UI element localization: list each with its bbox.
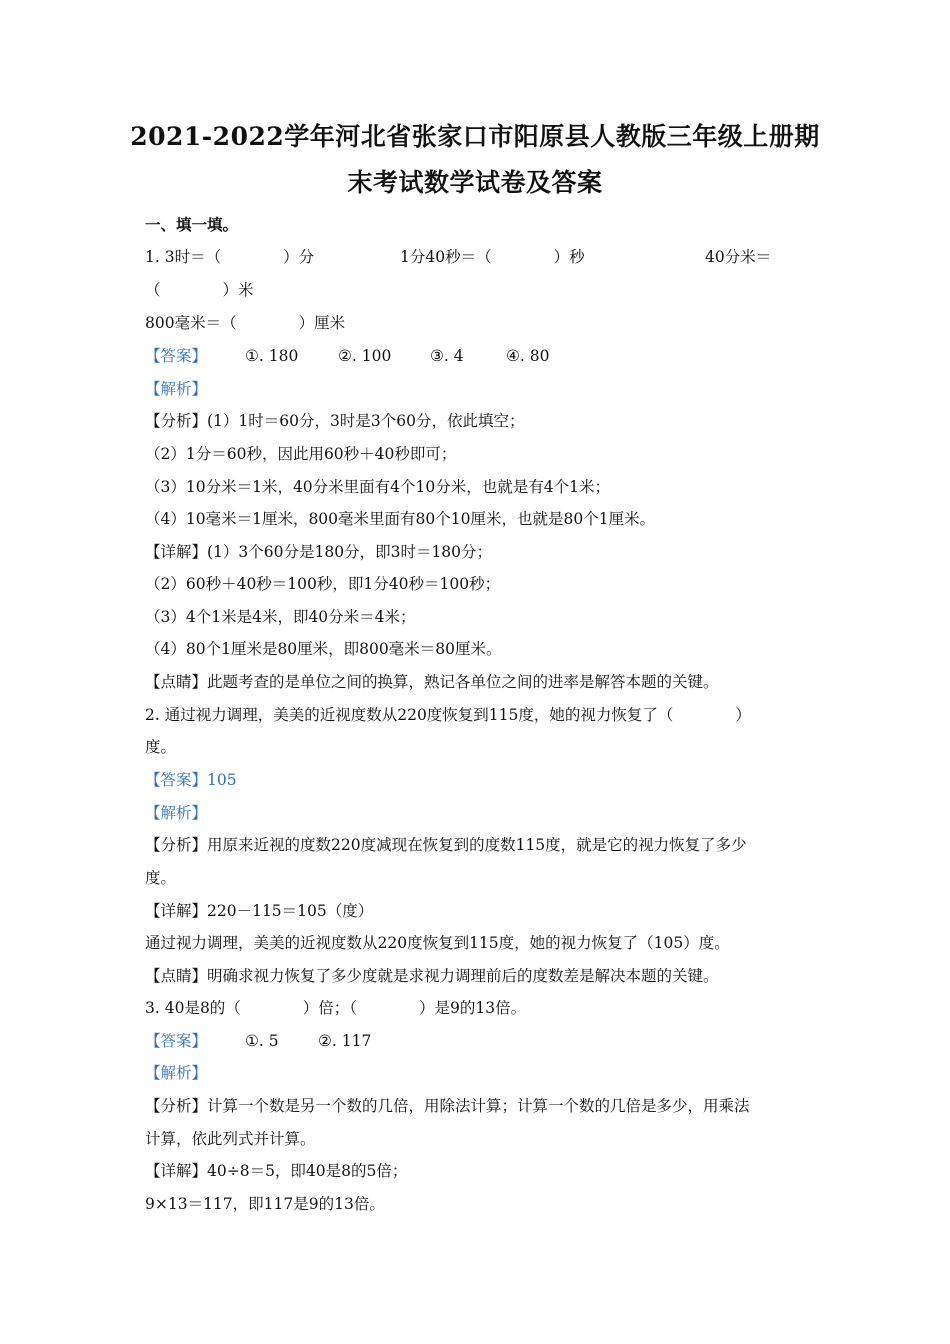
q1-blank-decimeter: 40分米＝ — [705, 248, 772, 266]
q3-analysis-line: 计算，依此列式并计算。 — [145, 1130, 316, 1148]
q1-analysis-line: （2）1分＝60秒，因此用60秒＋40秒即可； — [145, 445, 457, 463]
q1-answer-3: ③. 4 — [430, 347, 464, 365]
q1-analysis-line: （3）10分米＝1米，40分米里面有4个10分米，也就是有4个1米； — [145, 478, 610, 496]
q2-detail-line: 【详解】220－115＝105（度） — [145, 902, 374, 920]
q1-detail-line: （4）80个1厘米是80厘米，即800毫米＝80厘米。 — [145, 640, 502, 658]
q1-answer-2: ②. 100 — [338, 347, 392, 365]
q2-answer-text: 【答案】105 — [145, 771, 237, 789]
q1-detail-line: （3）4个1米是4米，即40分米＝4米； — [145, 608, 416, 626]
q1-note-line: 【点睛】此题考查的是单位之间的换算，熟记各单位之间的进率是解答本题的关键。 — [145, 673, 719, 691]
q1-answer-1: ①. 180 — [245, 347, 299, 365]
q1-blank-hours: 1. 3时＝（ ）分 — [145, 248, 315, 266]
q3-analysis-line: 【分析】计算一个数是另一个数的几倍，用除法计算；计算一个数的几倍是多少，用乘法 — [145, 1097, 750, 1115]
q1-blank-meter: （ ）米 — [145, 281, 254, 299]
q1-answer-tag: 【答案】 — [145, 347, 208, 365]
q2-analysis-tag: 【解析】 — [145, 804, 208, 822]
q1-answer-4: ④. 80 — [506, 347, 550, 365]
section-heading: 一、填一填。 — [145, 215, 239, 234]
q3-detail-line: 9×13＝117，即117是9的13倍。 — [145, 1195, 385, 1213]
q1-analysis-line: （4）10毫米＝1厘米，800毫米里面有80个10厘米，也就是80个1厘米。 — [145, 510, 656, 528]
document-title-line-1: 2021-2022学年河北省张家口市阳原县人教版三年级上册期 — [130, 122, 820, 151]
q1-analysis-line: 【分析】(1）1时＝60分，3时是3个60分，依此填空； — [145, 412, 525, 430]
q1-blank-seconds: 1分40秒＝（ ）秒 — [400, 248, 585, 266]
q1-detail-line: 【详解】(1）3个60分是180分，即3时＝180分； — [145, 543, 493, 561]
q2-analysis-line: 【分析】用原来近视的度数220度减现在恢复到的度数115度，就是它的视力恢复了多少 — [145, 836, 747, 854]
q2-analysis-line: 度。 — [145, 869, 177, 887]
q2-detail-line: 通过视力调理，美美的近视度数从220度恢复到115度，她的视力恢复了（105）度。 — [145, 934, 730, 952]
q2-question-cont: 度。 — [145, 738, 177, 756]
q2-question: 2. 通过视力调理，美美的近视度数从220度恢复到115度，她的视力恢复了（ ） — [145, 706, 751, 724]
q3-question: 3. 40是8的（ ）倍；（ ）是9的13倍。 — [145, 999, 527, 1017]
q2-note-line: 【点睛】明确求视力恢复了多少度就是求视力调理前后的度数差是解决本题的关键。 — [145, 967, 719, 985]
q3-answer-2: ②. 117 — [318, 1032, 372, 1050]
document-title-line-2: 末考试数学试卷及答案 — [347, 168, 603, 197]
q1-detail-line: （2）60秒＋40秒＝100秒，即1分40秒＝100秒； — [145, 575, 501, 593]
q1-blank-millimeter: 800毫米＝（ ）厘米 — [145, 314, 346, 332]
q3-analysis-tag: 【解析】 — [145, 1064, 208, 1082]
q1-analysis-tag: 【解析】 — [145, 380, 208, 398]
q3-answer-tag: 【答案】 — [145, 1032, 208, 1050]
q3-answer-1: ①. 5 — [245, 1032, 279, 1050]
q3-detail-line: 【详解】40÷8＝5，即40是8的5倍； — [145, 1162, 408, 1180]
q2-answer — [145, 769, 237, 791]
